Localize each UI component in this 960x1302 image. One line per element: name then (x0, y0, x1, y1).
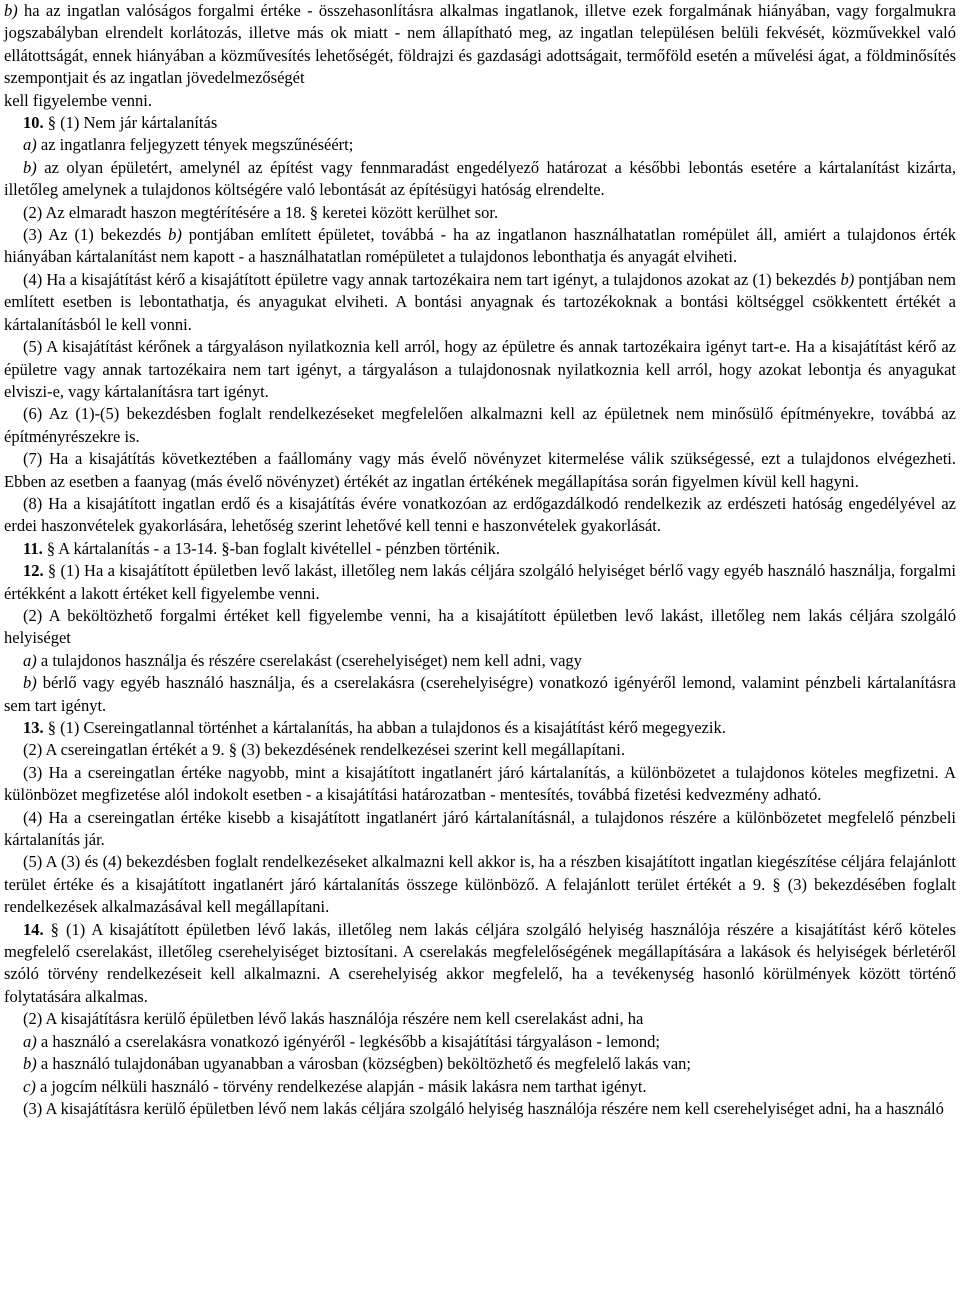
section-number: 14. (23, 919, 44, 939)
paragraph: (7) Ha a kisajátítás következtében a faállomány vagy más évelő növényzet kitermelése válik szükségessé, ezt a tulajdonos elvégezheti. Ebben az esetben a faanyag (más évelő növényzet) értékét az ingatlan értékének megállapítása során figyelmen kívül kell hagyni. (4, 449, 956, 491)
paragraph: kell figyelembe venni. (4, 90, 152, 110)
list-label: b) (4, 1, 18, 20)
list-item (4, 650, 956, 672)
list-text: a tulajdonos használja és részére cserelakást (cserehelyiséget) nem kell adni, vagy (36, 650, 582, 670)
list-text: az olyan épületért, amelynél az építést vagy fennmaradást engedélyező határozat a későbbi lebontás esetére a kártalanítást kizárta, illetőleg amelynek a tulajdonos költségére való lebontását az építésügyi hatóság elrendelte. (4, 157, 956, 200)
section-text: § A kártalanítás - a 13-14. §-ban foglalt kivétellel - pénzben történik. (42, 538, 500, 558)
list-label: c) (23, 1076, 36, 1096)
section-text: § (1) A kisajátított épületben lévő lakás, illetőleg nem lakás céljára szolgáló helyiség használója részére a kisajátítást kérő köteles megfelelő cserelakást, illetőleg cserehelyiséget biztosítani. A cserelakás megfelelőségének megállapítására a lakások és helyiségek bérletéről szóló törvény rendelkezéseit kell alkalmazni. A cserehelyiség akkor megfelelő, ha a tevékenység hasonló körülmények között történő folytatására alkalmas. (4, 919, 956, 1006)
list-text: a használó tulajdonában ugyanabban a városban (községben) beköltözhető és megfelelő lakás van; (36, 1054, 692, 1074)
section-number: 12. (23, 561, 44, 581)
list-text: a használó a cserelakásra vonatkozó igényéről - legkésőbb a kisajátítási tárgyaláson - lemond; (36, 1031, 661, 1051)
list-item (4, 134, 956, 156)
paragraph (4, 224, 956, 269)
list-text: az ingatlanra feljegyzett tények megszűnéséért; (36, 135, 354, 155)
list-text: bérlő vagy egyéb használó használja, és a cserelakásra (cserehelyiségre) vonatkozó igényéről lemond, valamint pénzbeli kártalanításra sem tart igényt. (4, 673, 956, 715)
list-item (4, 1076, 956, 1098)
section-12 (4, 560, 956, 605)
section-number: 13. (23, 718, 44, 737)
section-11 (4, 538, 956, 560)
section-text: § (1) Ha a kisajátított épületben levő lakást, illetőleg nem lakás céljára szolgáló helyiséget bérlő vagy egyéb használó használja, forgalmi értékként a lakott értéket kell figyelembe venni. (4, 561, 956, 603)
list-label: b) (23, 1054, 37, 1074)
paragraph: (2) A csereingatlan értékét a 9. § (3) bekezdésének rendelkezései szerint kell megállapítani. (23, 740, 625, 760)
list-item (4, 157, 956, 202)
paragraph (4, 0, 956, 90)
list-text: a jogcím nélküli használó - törvény rendelkezése alapján - másik lakásra nem tarthat igényt. (35, 1076, 647, 1096)
section-text: § (1) Csereingatlannal történhet a kártalanítás, ha abban a tulajdonos és a kisajátítást kérő megegyezik. (43, 718, 726, 737)
paragraph: (2) Az elmaradt haszon megtérítésére a 18. § keretei között kerülhet sor. (23, 202, 499, 222)
list-item (4, 1031, 956, 1053)
paragraph: (3) A kisajátításra kerülő épületben lévő nem lakás céljára szolgáló helyiség használója részére nem kell cserehelyiséget adni, ha a használó (23, 1098, 944, 1118)
paragraph: (4) Ha a csereingatlan értéke kisebb a kisajátított ingatlanért járó kártalanításnál, a tulajdonos részére a különbözetet megfelelő pénzbeli kártalanítás jár. (4, 807, 956, 850)
list-item (4, 1053, 956, 1075)
paragraph: (5) A (3) és (4) bekezdésben foglalt rendelkezéseket alkalmazni kell akkor is, ha a részben kisajátított ingatlan kiegészítése céljára felajánlott terület értéke és a kisajátított ingatlanért járó kártalanítás összege különböző. A felajánlott terület értékét a 9. § (3) bekezdésében foglalt rendelkezések alkalmazásával kell megállapítani. (4, 852, 956, 917)
section-13 (4, 717, 956, 739)
list-label: b) (840, 269, 855, 289)
paragraph: (3) Ha a csereingatlan értéke nagyobb, mint a kisajátított ingatlanért járó kártalanítás, a különbözetet a tulajdonos köteles megfizetni. A különbözet megfizetése alól indokolt esetben - a kisajátítási határozatban - mentesítés, továbbá fizetési kedvezmény adható. (4, 762, 956, 805)
paragraph: (5) A kisajátítást kérőnek a tárgyaláson nyilatkoznia kell arról, hogy az épületre és annak tartozékaira igényt tart-e. Ha a kisajátítást kérő az épületre vagy annak tartozékaira nem tart igényt, a tárgyaláson a tulajdonosnak nyilatkoznia kell arról, hogy azokat lebontja és anyagukat elviszi-e, vagy kártalanításra tart igényt. (4, 337, 956, 401)
section-text: § (1) Nem jár kártalanítás (43, 113, 218, 133)
list-label: a) (23, 135, 37, 155)
paragraph (4, 269, 956, 336)
section-number: 11. (23, 538, 43, 558)
paragraph-text: (4) Ha a kisajátítást kérő a kisajátított épületre vagy annak tartozékaira nem tart igényt, a tulajdonos azokat az (1) bekezdés (23, 269, 841, 289)
paragraph-text: pontjában nem említett esetben is lebontathatja, és anyagukat elviheti. A bontási anyagnak és tartozékoknak a bontási költséggel csökkentett értékét a kártalanításból le kell vonni. (4, 269, 956, 334)
list-label: a) (23, 1031, 37, 1051)
paragraph-text: (3) Az (1) bekezdés (23, 225, 169, 245)
paragraph: (6) Az (1)-(5) bekezdésben foglalt rendelkezéseket megfelelően alkalmazni kell az épületnek nem minősülő építményekre, továbbá az építményrészekre is. (4, 404, 956, 446)
paragraph-text: pontjában említett épületet, továbbá - ha az ingatlanon használhatatlan romépület áll, amiért a tulajdonos érték hiányában kártalanítást nem kapott - a használhatatlan romépületet a tulajdonos lebonthatja és anyagát elviheti. (4, 225, 956, 267)
section-10 (4, 112, 956, 134)
paragraph-text: ha az ingatlan valóságos forgalmi értéke - összehasonlításra alkalmas ingatlanok, illetve ezek forgalmának hiányában, vagy forgalmukra jogszabályban elrendelt korlátozás, illetve más ok miatt - nem állapítható meg, az ingatlan településen belüli fekvését, közművekkel való ellátottságát, ennek hiányában a közművesítés lehetőségét, földrajzi és gazdasági adottságait, termőföld esetén a művelési ágat, a földminősítés szempontjait és az ingatlan jövedelmezőségét (4, 1, 956, 88)
paragraph: (2) A beköltözhető forgalmi értéket kell figyelembe venni, ha a kisajátított épületben levő lakást, illetőleg nem lakás céljára szolgáló helyiséget (4, 605, 956, 648)
list-label: b) (23, 157, 37, 177)
paragraph: (8) Ha a kisajátított ingatlan erdő és a kisajátítás évére vonatkozóan az erdőgazdálkodó rendelkezik az erdészeti hatóság engedélyével az erdei haszonvételek gyakorlására, lehetőség szerint lehetővé kell tenni e haszonvételek gyakorlását. (4, 493, 956, 536)
section-number: 10. (23, 113, 44, 133)
list-label: b) (23, 673, 37, 693)
list-label: b) (168, 225, 182, 245)
list-label: a) (23, 650, 37, 670)
paragraph: (2) A kisajátításra kerülő épületben lévő lakás használója részére nem kell cserelakást adni, ha (23, 1009, 644, 1029)
list-item (4, 672, 956, 717)
section-14 (4, 919, 956, 1009)
